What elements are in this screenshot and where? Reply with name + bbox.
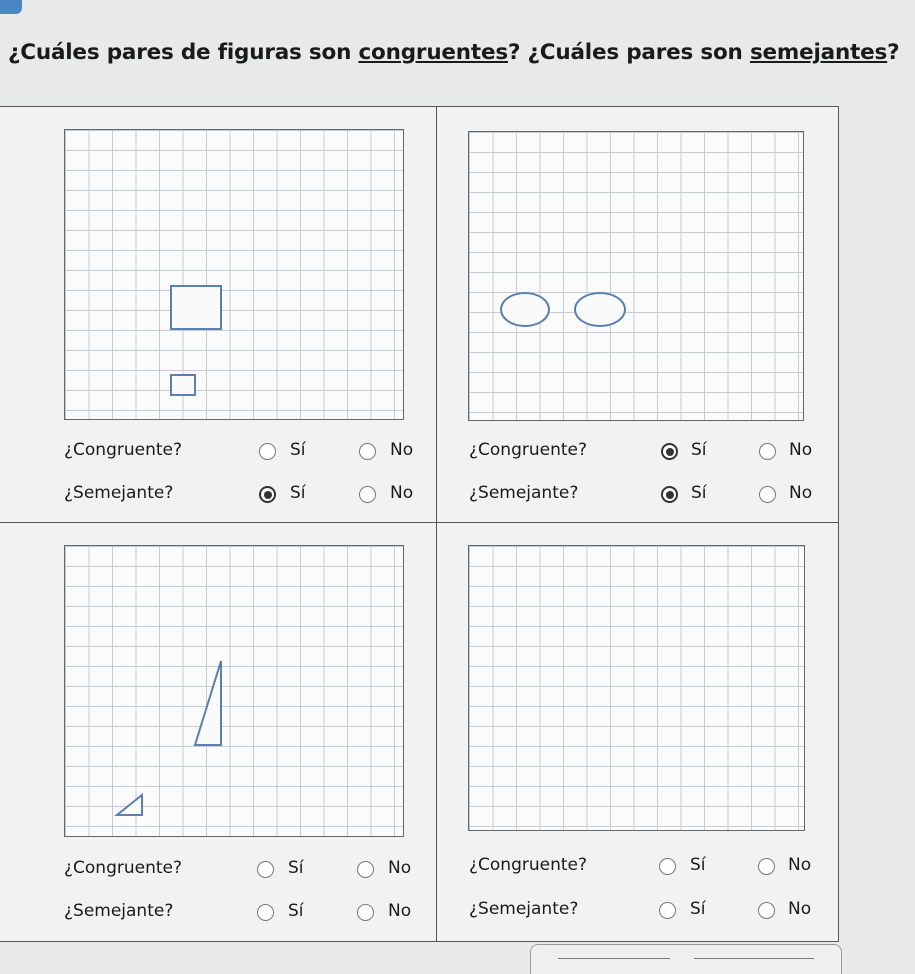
no-label: No [390,440,414,460]
question-text-1: ¿Cuáles pares de figuras son [8,40,359,65]
yes-label: Sí [690,899,706,919]
similar-label: ¿Semejante? [469,899,579,919]
similar-label: ¿Semejante? [64,483,174,503]
similar-label: ¿Semejante? [64,901,174,921]
panel-4-similar-yes-radio[interactable] [659,902,676,919]
no-label: No [788,855,812,875]
panel-3-congruent-no-radio[interactable] [357,861,374,878]
table-vertical-divider [436,106,437,942]
panel-4-congruent-row [469,855,834,879]
congruent-label: ¿Congruente? [64,440,183,460]
panel-3-similar-no-radio[interactable] [357,904,374,921]
large-square-shape [170,285,222,330]
question-heading [8,40,913,65]
panel-1-congruent-yes-radio[interactable] [259,443,276,460]
panel-4-congruent-yes-radio[interactable] [659,858,676,875]
similar-label: ¿Semejante? [469,483,579,503]
panel-1-similar-yes-radio[interactable] [259,486,276,503]
table-horizontal-divider [0,522,838,523]
panel-1-similar-no-radio[interactable] [359,486,376,503]
semejantes-link[interactable]: semejantes [749,40,888,65]
yes-label: Sí [290,483,306,503]
no-label: No [388,901,412,921]
panel-2-congruent-row [469,440,834,464]
congruentes-link[interactable]: congruentes [358,40,508,65]
congruent-label: ¿Congruente? [64,858,183,878]
question-text-2: ? ¿Cuáles pares son [507,40,750,65]
panel-4-congruent-no-radio[interactable] [758,858,775,875]
congruent-label: ¿Congruente? [469,855,588,875]
panel-2-similar-yes-radio[interactable] [661,486,678,503]
yes-label: Sí [691,483,707,503]
no-label: No [789,440,813,460]
no-label: No [788,899,812,919]
grid-panel-3 [64,545,404,837]
next-section-fragment [530,944,842,974]
right-oval-shape [574,292,626,327]
grid-panel-1 [64,129,404,420]
panel-4-similar-row [469,899,834,923]
yes-label: Sí [691,440,707,460]
small-square-shape [170,374,196,396]
panel-3-similar-yes-radio[interactable] [257,904,274,921]
panel-2-congruent-no-radio[interactable] [759,443,776,460]
yes-label: Sí [690,855,706,875]
answer-blank-line [558,958,670,959]
panel-3-congruent-yes-radio[interactable] [257,861,274,878]
panel-3-similar-row [64,901,434,925]
panel-3-congruent-row [64,858,434,882]
grid-panel-4 [468,545,805,831]
panel-1-similar-row [64,483,434,507]
no-label: No [388,858,412,878]
grid-panel-2 [468,131,804,421]
panel-2-similar-row [469,483,834,507]
no-label: No [789,483,813,503]
yes-label: Sí [290,440,306,460]
left-oval-shape [500,292,550,327]
question-text-3: ? [887,40,900,65]
panel-2-similar-no-radio[interactable] [759,486,776,503]
panel-1-congruent-no-radio[interactable] [359,443,376,460]
no-label: No [390,483,414,503]
yes-label: Sí [288,858,304,878]
answer-blank-line [694,958,814,959]
congruent-label: ¿Congruente? [469,440,588,460]
panel-4-similar-no-radio[interactable] [758,902,775,919]
panel-1-congruent-row [64,440,434,464]
window-corner-tab [0,0,22,14]
yes-label: Sí [288,901,304,921]
panel-2-congruent-yes-radio[interactable] [661,443,678,460]
